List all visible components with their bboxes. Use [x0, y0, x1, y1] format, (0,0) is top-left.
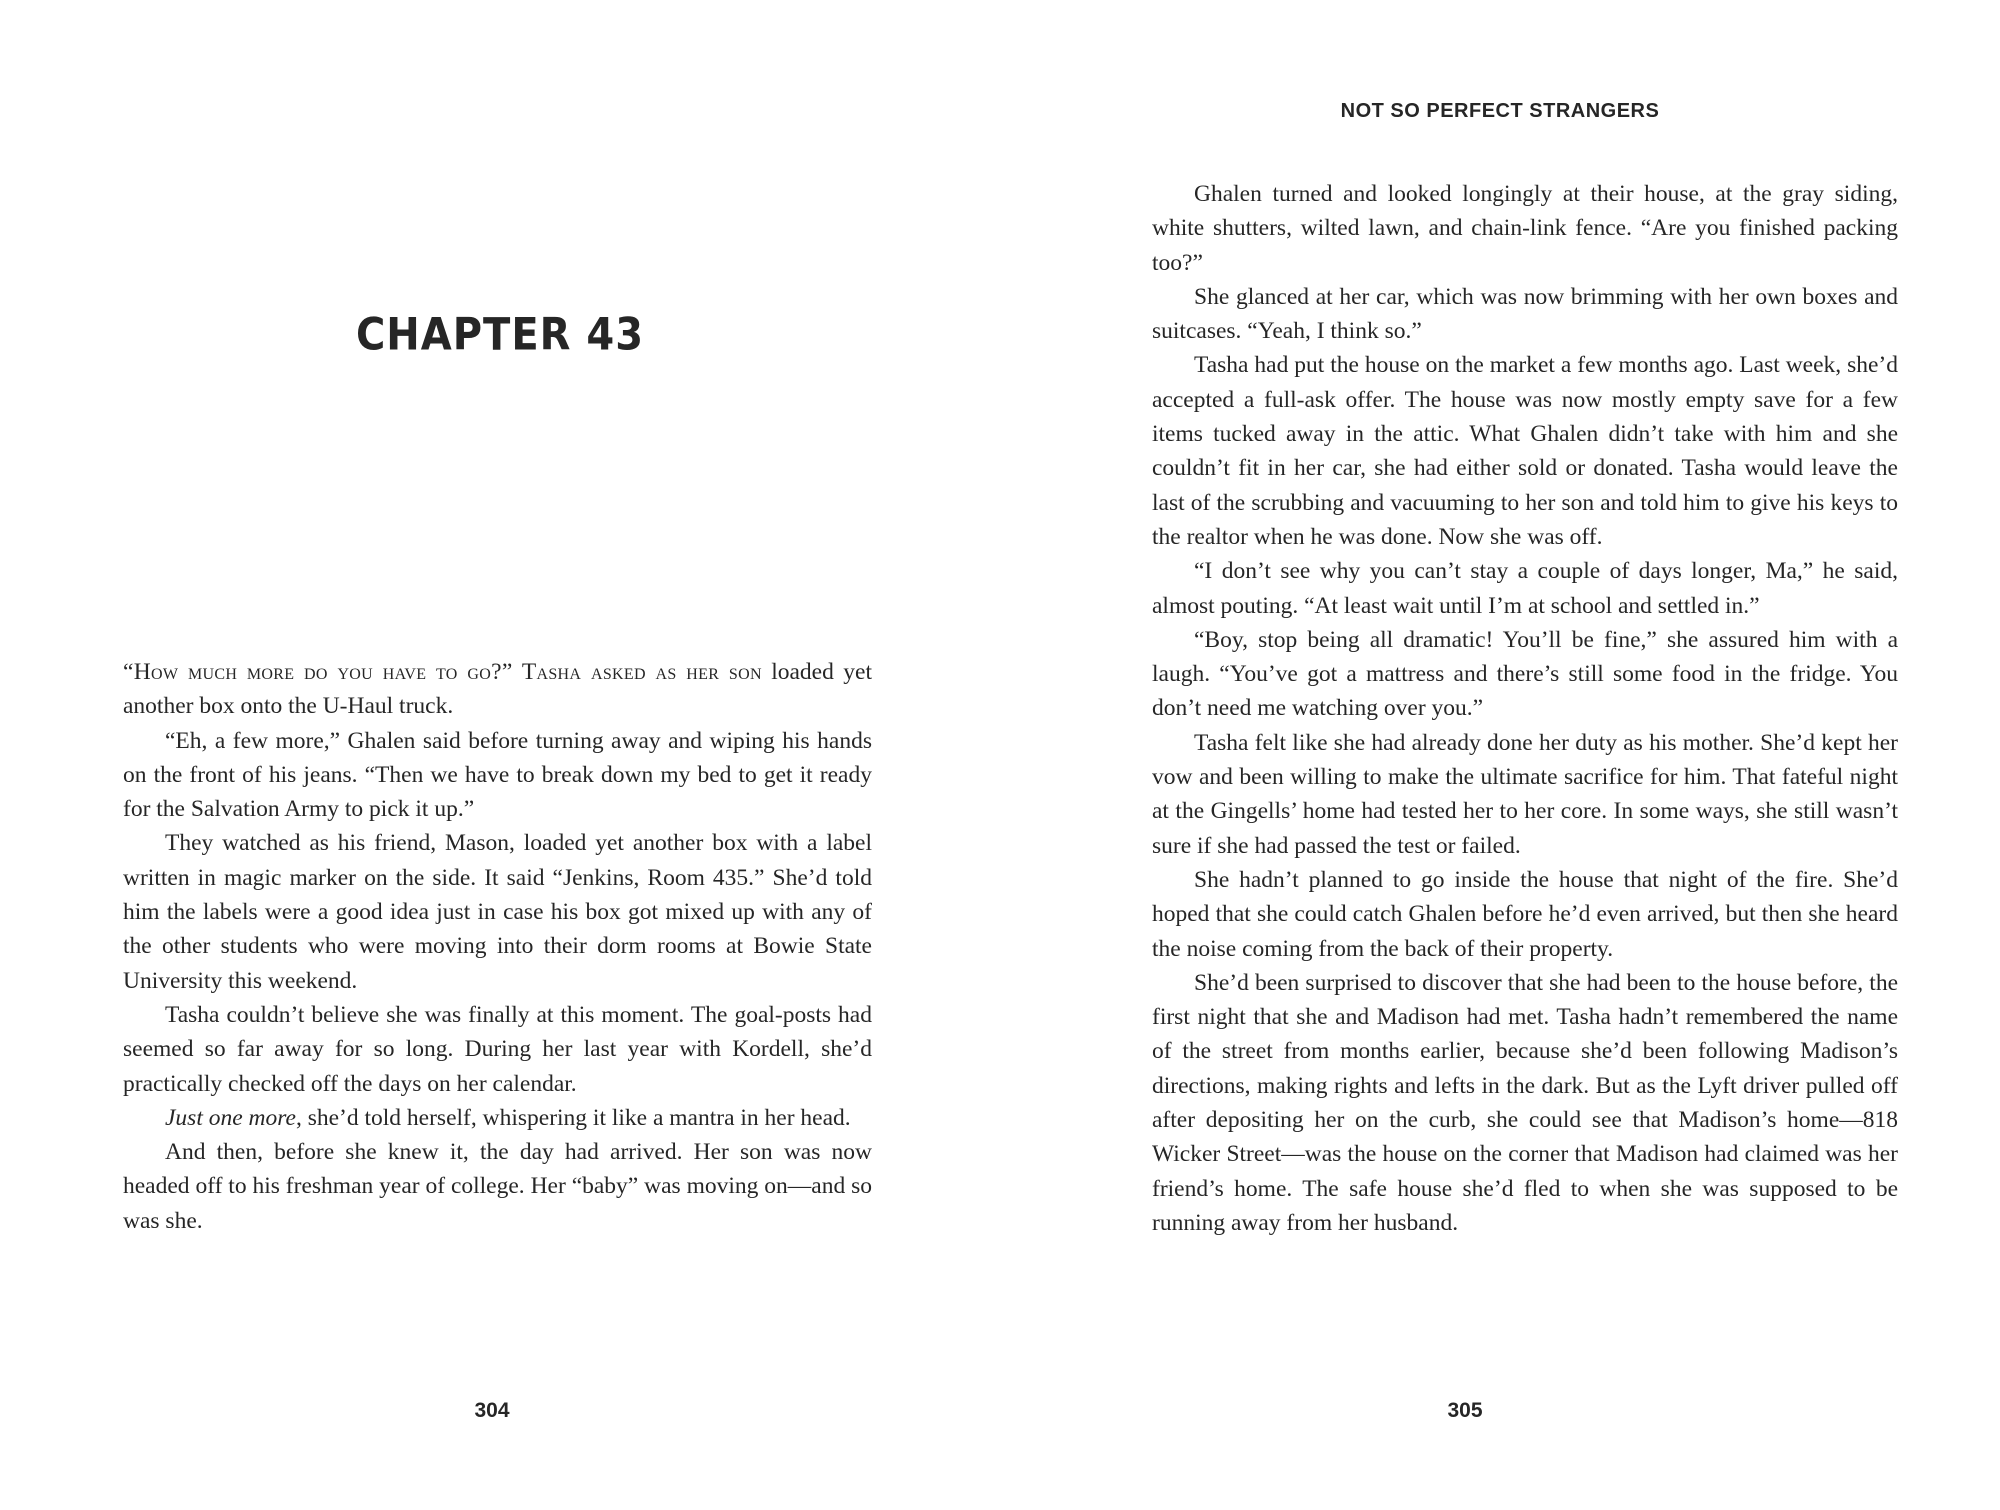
page-number-right: 305 — [1447, 1399, 1483, 1422]
paragraph: They watched as his friend, Mason, loaded yet another box with a label written in magic marker on the side. It said “Jenkins, Room 435.” She’d told him the labels were a good idea just in case his box got mixed up with any of the other students who were moving into their dorm rooms at Bowie State University this weekend. — [123, 830, 872, 994]
paragraph: “I don’t see why you can’t stay a couple of days longer, Ma,” he said, almost pouting. “At least wait until I’m at school and settled in.” — [1152, 558, 1898, 619]
paragraph: Tasha had put the house on the market a few months ago. Last week, she’d accepted a full-ask offer. The house was now mostly empty save for a few items tucked away in the attic. What Ghalen didn’t take with him and she couldn’t fit in her car, she had either sold or donated. Tasha would leave the last of the scrubbing and vacuuming to her son and told him to give his keys to the realtor when he was done. Now she was off. — [1152, 352, 1898, 550]
italic-phrase: Just one more — [165, 1104, 296, 1131]
chapter-title: CHAPTER 43 — [355, 309, 645, 361]
paragraph: Tasha couldn’t believe she was finally at this moment. The goal-posts had seemed so far away for so long. During her last year with Kordell, she’d practically checked off the days on her calendar. — [123, 1001, 872, 1097]
left-page-body — [123, 655, 872, 1238]
paragraph: She glanced at her car, which was now brimming with her own boxes and suitcases. “Yeah, I think so.” — [1152, 283, 1898, 345]
paragraph: “Eh, a few more,” Ghalen said before turning away and wiping his hands on the front of his jeans. “Then we have to break down my bed to get it ready for the Salvation Army to pick it up.” — [123, 727, 872, 823]
closing-paragraph: And then, before she knew it, the day had arrived. Her son was now headed off to his freshman year of college. Her “baby” was moving on—and so was she. — [123, 1139, 872, 1234]
paragraph: She’d been surprised to discover that she had been to the house before, the first night that she and Madison had met. Tasha hadn’t remembered the name of the street from months earlier, because she’d been following Madison’s directions, making rights and lefts in the dark. But as the Lyft driver pulled off after depositing her on the curb, she could see that Madison’s home—818 Wicker Street—was the house on the corner that Madison had claimed was her friend’s home. The safe house she’d fled to when she was supposed to be running away from her husband. — [1152, 969, 1898, 1236]
right-page-body — [1152, 177, 1898, 1240]
running-head: NOT SO PERFECT STRANGERS — [1340, 100, 1660, 122]
right-page — [1000, 0, 2000, 1510]
opening-rest: loaded yet another box onto the U-Haul truck. — [123, 659, 872, 720]
italic-paragraph — [123, 1101, 872, 1135]
paragraph: Tasha felt like she had already done her duty as his mother. She’d kept her vow and been willing to make the ultimate sacrifice for him. That fateful night at the Gingells’ home had tested her to her core. In some ways, she still wasn’t sure if she had passed the test or failed. — [1152, 729, 1898, 859]
opening-paragraph — [123, 655, 872, 724]
paragraph: “Boy, stop being all dramatic! You’ll be fine,” she assured him with a laugh. “You’ve got a mattress and there’s still some food in the fridge. You don’t need me watching over you.” — [1152, 626, 1898, 722]
italic-paragraph-rest: , she’d told herself, whispering it like a mantra in her head. — [295, 1104, 851, 1131]
page-number-left: 304 — [474, 1399, 510, 1422]
paragraph: She hadn’t planned to go inside the house that night of the fire. She’d hoped that she could catch Ghalen before he’d even arrived, but then she heard the noise coming from the back of their property. — [1152, 866, 1898, 962]
paragraph: Ghalen turned and looked longingly at their house, at the gray siding, white shutters, wilted lawn, and chain-link fence. “Are you finished packing too?” — [1152, 181, 1898, 276]
opening-lead-in: “How much more do you have to go?” Tasha asked as her son — [123, 659, 762, 685]
